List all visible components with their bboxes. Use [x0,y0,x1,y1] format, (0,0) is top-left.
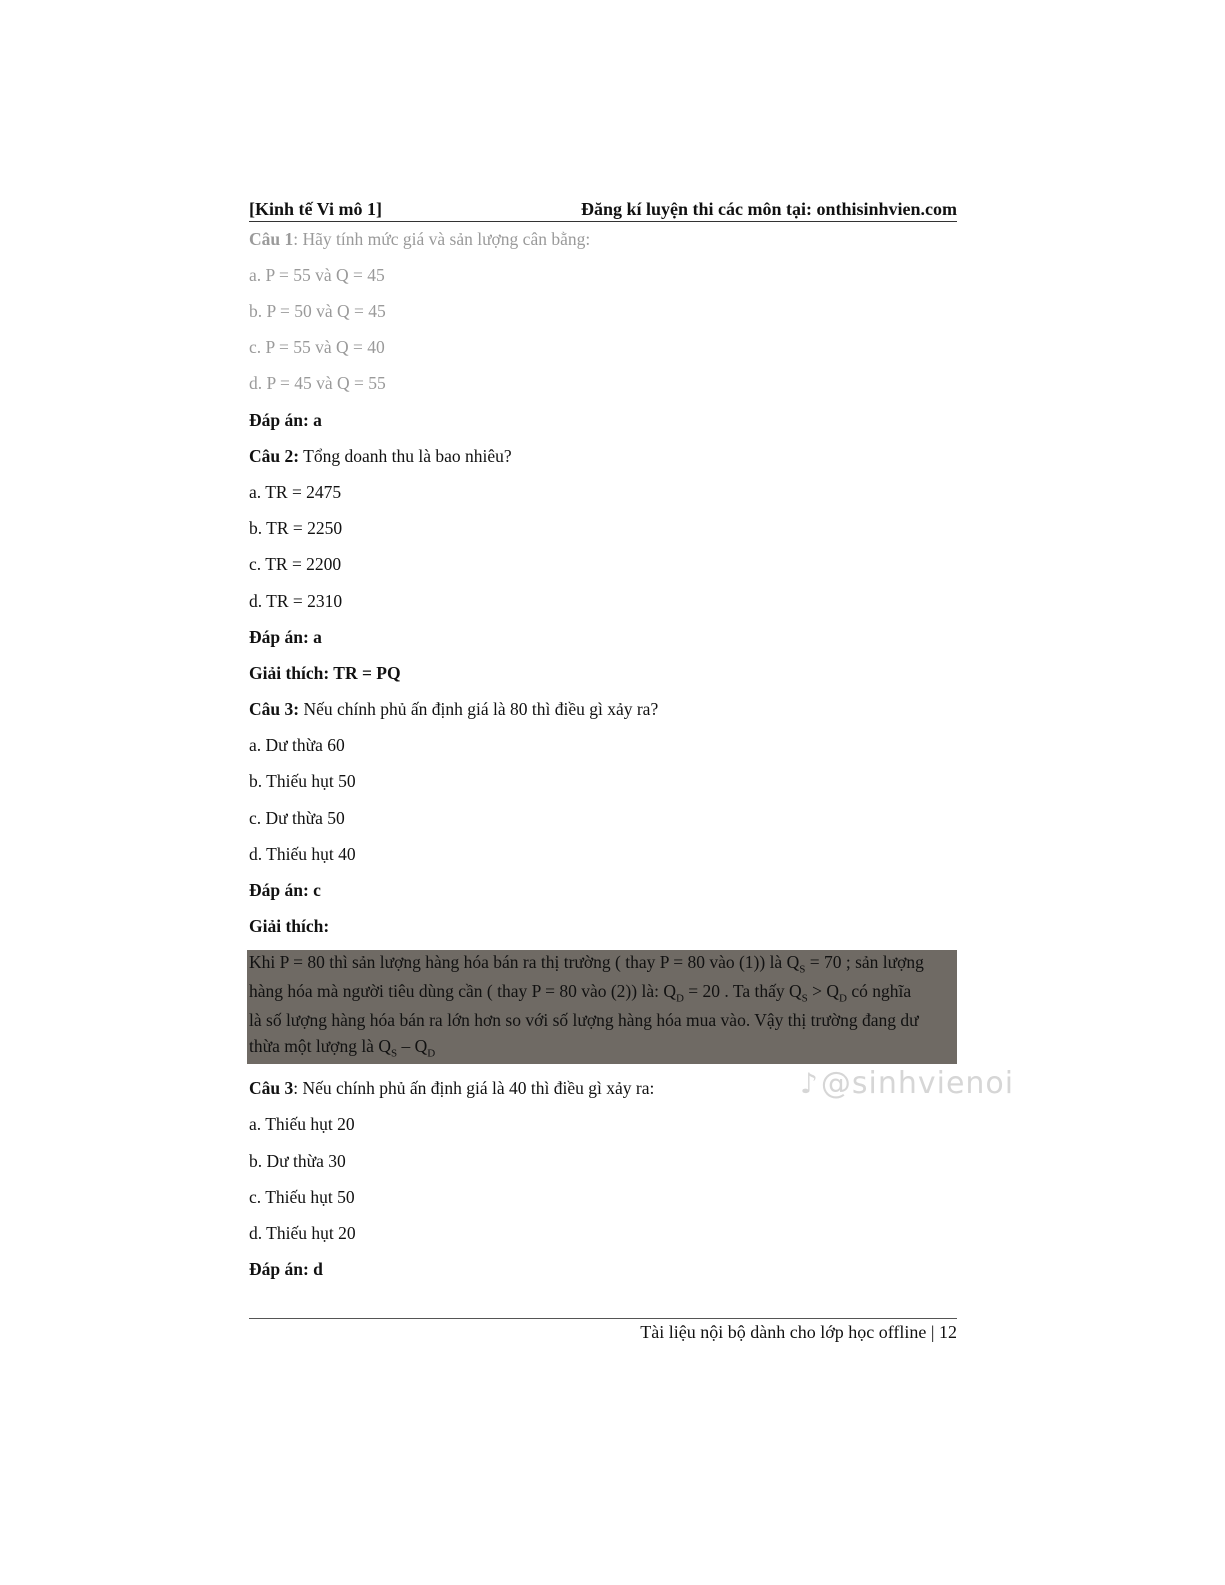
q2-answer: Đáp án: a [249,627,322,647]
q2-explanation: Giải thích: TR = PQ [249,663,401,683]
footer-divider [249,1318,957,1319]
q1-answer: Đáp án: a [249,410,322,430]
q3-option-b: b. Thiếu hụt 50 [249,771,356,791]
header-course-title: [Kinh tế Vi mô 1] [249,199,382,219]
tiktok-icon: ♪ [800,1067,819,1100]
q3-explanation-label: Giải thích: [249,916,330,936]
q1-option-c: c. P = 55 và Q = 40 [249,337,385,357]
watermark-handle: @sinhvienoi [820,1066,1015,1101]
q2-option-d: d. TR = 2310 [249,591,343,611]
explanation-line-1: Khi P = 80 thì sản lượng hàng hóa bán ra thị trường ( thay P = 80 vào (1)) là $Q_S = 70$ ; sản lượng [249,952,924,976]
q3-option-a: a. Dư thừa 60 [249,735,345,755]
page-footer: Tài liệu nội bộ dành cho lớp học offline | 12 [640,1322,957,1342]
q4-option-d: d. Thiếu hụt 20 [249,1223,356,1243]
q4-option-c: c. Thiếu hụt 50 [249,1187,355,1207]
q1-option-a: a. P = 55 và Q = 45 [249,265,385,285]
tiktok-watermark [800,1066,1014,1101]
q2-option-b: b. TR = 2250 [249,518,343,538]
q2-option-c: c. TR = 2200 [249,554,342,574]
explanation-line-4: thừa một lượng là $Q_S - Q_D$ [249,1036,436,1060]
q4-option-a: a. Thiếu hụt 20 [249,1114,355,1134]
q1-option-b: b. P = 50 và Q = 45 [249,301,386,321]
question-3: Câu 3: Nếu chính phủ ấn định giá là 80 thì điều gì xảy ra? [249,699,659,719]
q1-option-d: d. P = 45 và Q = 55 [249,373,386,393]
highlighted-explanation [247,950,957,1064]
header-website: Đăng kí luyện thi các môn tại: onthisinhvien.com [580,199,957,219]
explanation-line-2: hàng hóa mà người tiêu dùng cần ( thay P = 80 vào (2)) là: $Q_D = 20$ . Ta thấy $Q_S > Q_D$ có nghĩa [249,981,912,1005]
q2-option-a: a. TR = 2475 [249,482,342,502]
question-2: Câu 2: Tổng doanh thu là bao nhiêu? [249,446,512,466]
q3-option-d: d. Thiếu hụt 40 [249,844,356,864]
question-1: Câu 1: Hãy tính mức giá và sản lượng cân bằng: [249,229,591,249]
q4-answer: Đáp án: d [249,1259,323,1279]
page-header [249,196,957,222]
q3-answer: Đáp án: c [249,880,321,900]
explanation-line-3: là số lượng hàng hóa bán ra lớn hơn so với số lượng hàng hóa mua vào. Vậy thị trường đang dư [249,1010,919,1030]
question-4: Câu 3: Nếu chính phủ ấn định giá là 40 thì điều gì xảy ra: [249,1078,655,1098]
q4-option-b: b. Dư thừa 30 [249,1151,346,1171]
q3-option-c: c. Dư thừa 50 [249,808,345,828]
